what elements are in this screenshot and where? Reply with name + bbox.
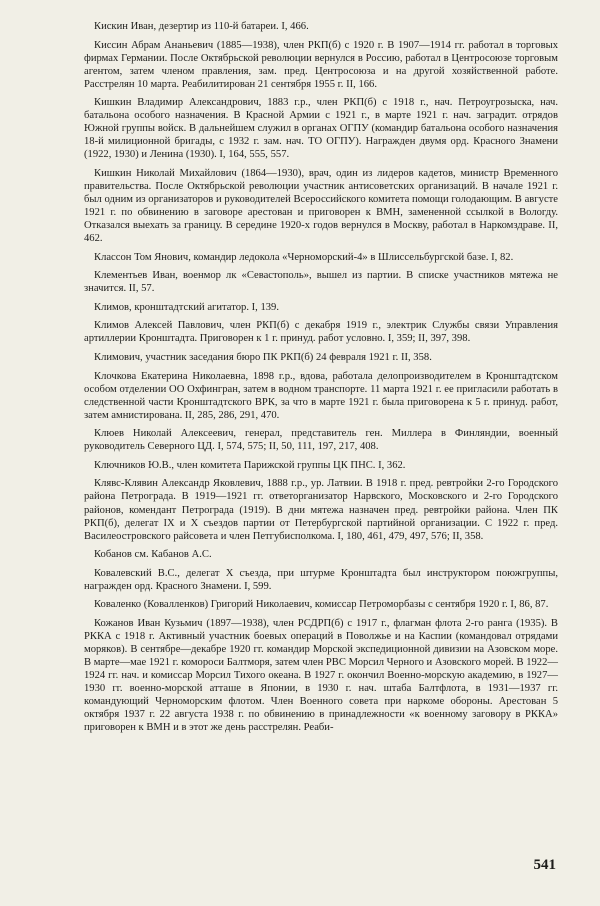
index-entry-kovalenko: Коваленко (Ковалленков) Григорий Николаевич, комиссар Петроморбазы с сентября 1920 г. I, 86, 87. (94, 599, 549, 611)
index-entry-klasson: Классон Том Янович, командир ледокола «Черноморский-4» в Шлиссельбургской базе. I, 82. (94, 251, 514, 263)
index-entry-kozhanov: Кожанов Иван Кузьмич (1897—1938), член РСДРП(б) с 1917 г., флагман флота 2-го ранга (1935). В РККА с 1918 г. Активный участник боевых операций в Поволжье и на Каспии (командовал отрядами моряков). В сентябре—декабре 1920 гг. командир Морской экспедиционной дивизии на Азовском море. В марте—мае 1921 г. комороси Балтморя, затем член РВС Морсил Черного и Азовского морей. В 1922—1924 гг. нач. и комиссар Морсил Тихого океана. В 1927 г. окончил Военно-морскую академию, в 1927—1930 гг. военно-морской атташе в Японии, в 1930 г. нач. штаба Балтфлота, в 1931—1937 гг. командующий Черноморским флотом. Член Военного совета при наркоме обороны. Арестован 5 октября 1937 г. 22 августа 1938 г. по обвинению в принадлежности «к военному заговору в РККА» приговорен к ВМН и в этот же день расстрелян. Реаби- (84, 617, 558, 734)
index-entry-klementev: Клементьев Иван, военмор лк «Севастополь», вышел из партии. В списке участников мятежа не значится. II, 57. (84, 270, 558, 295)
index-entry-klyavs-klyavin: Клявс-Клявин Александр Яковлевич, 1888 г.р., ур. Латвии. В 1918 г. пред. ревтройки 2-го Городского района Петрограда. В 1919—1921 гг. ответорганизатор Нарвского, Московского и 2-го Городского районов, комендант Петрограда (1919). В дни мятежа назначен пред. ревтройки района. Член ПК РКП(б), делегат IX и X съездов партии от Петербургской партийной организации. С 1922 г. пред. Василеостровского райсовета и член Петгубисполкома. I, 180, 461, 479, 497, 576; II, 358. (84, 478, 558, 542)
index-entry-klimov: Климов, кронштадтский агитатор. I, 139. (94, 301, 279, 313)
index-entry-klochkova: Клочкова Екатерина Николаевна, 1898 г.р., вдова, работала делопроизводителем в Кронштадтском особом отделении ОО Охфингран, затем в водном транспорте. 11 марта 1921 г. ее пригласили работать в следственной части Кронштадтского ВРК, за что в марте 1921 г. была приговорена к 5 г. принуд. работ, затем амнистирована. II, 285, 286, 291, 470. (84, 370, 558, 421)
index-entry-kovalevsky: Ковалевский В.С., делегат X съезда, при штурме Кронштадта был инструктором поюжгруппы, награжден орд. Красного Знамени. I, 599. (84, 567, 558, 592)
index-entry-klyuev: Клюев Николай Алексеевич, генерал, представитель ген. Миллера в Финляндии, военный руководитель Северного ЦД. I, 574, 575; II, 50, 111, 197, 217, 408. (84, 428, 558, 453)
index-entry-kishkin-vladimir: Кишкин Владимир Александрович, 1883 г.р., член РКП(б) с 1918 г., нач. Петроугрозыска, нач. батальона особого назначения. В Красной Армии с 1921 г., в марте 1921 г. нач. заградит. отрядов Южной группы войск. В дальнейшем служил в органах ОГПУ (командир батальона особого назначения 18-й милиционной бригады, с 1932 г. зам. нач. ТО ОГПУ). Награжден двумя орд. Красного Знамени (1922, 1930) и Ленина (1930). I, 164, 555, 557. (84, 97, 558, 161)
index-entry-klimov-aleksei: Климов Алексей Павлович, член РКП(б) с декабря 1919 г., электрик Службы связи Управления артиллерии Кронштадта. Приговорен к 1 г. принуд. работ условно. I, 359; II, 397, 398. (84, 320, 558, 345)
index-entry-kishkin-nikolai: Кишкин Николай Михайлович (1864—1930), врач, один из лидеров кадетов, министр Временного правительства. После Октябрьской революции участник антисоветских организаций. В начале 1921 г. был одним из организаторов и руководителей Всероссийского комитета помощи голодающим. В августе 1921 г. по обвинению в заговоре арестован и приговорен к ВМН, замененной ссылкой в Вологду. Отказался выехать за границу. В середине 1920-х годов вернулся в Москву, работал в Наркомздраве. II, 462. (84, 167, 558, 245)
index-entry-kissin: Киссин Абрам Ананьевич (1885—1938), член РКП(б) с 1920 г. В 1907—1914 гг. работал в торговых фирмах Германии. После Октябрьской революции вернулся в Россию, работал в Центросоюзе торговым агентом, затем членом правления, зам. пред. Центросоюза и на другой хозяйственной работе. Расстрелян 10 марта. Реабилитирован 21 сентября 1955 г. II, 166. (84, 39, 558, 90)
page-number: 541 (533, 857, 556, 873)
index-entry-klimovich: Климович, участник заседания бюро ПК РКП(б) 24 февраля 1921 г. II, 358. (94, 352, 432, 364)
index-entry-kiskin-ivan: Кискин Иван, дезертир из 110-й батареи. I, 466. (94, 21, 309, 32)
index-entry-kobanov: Кобанов см. Кабанов А.С. (94, 549, 212, 561)
index-entry-klyuchnikov: Ключников Ю.В., член комитета Парижской группы ЦК ПНС. I, 362. (94, 459, 406, 471)
